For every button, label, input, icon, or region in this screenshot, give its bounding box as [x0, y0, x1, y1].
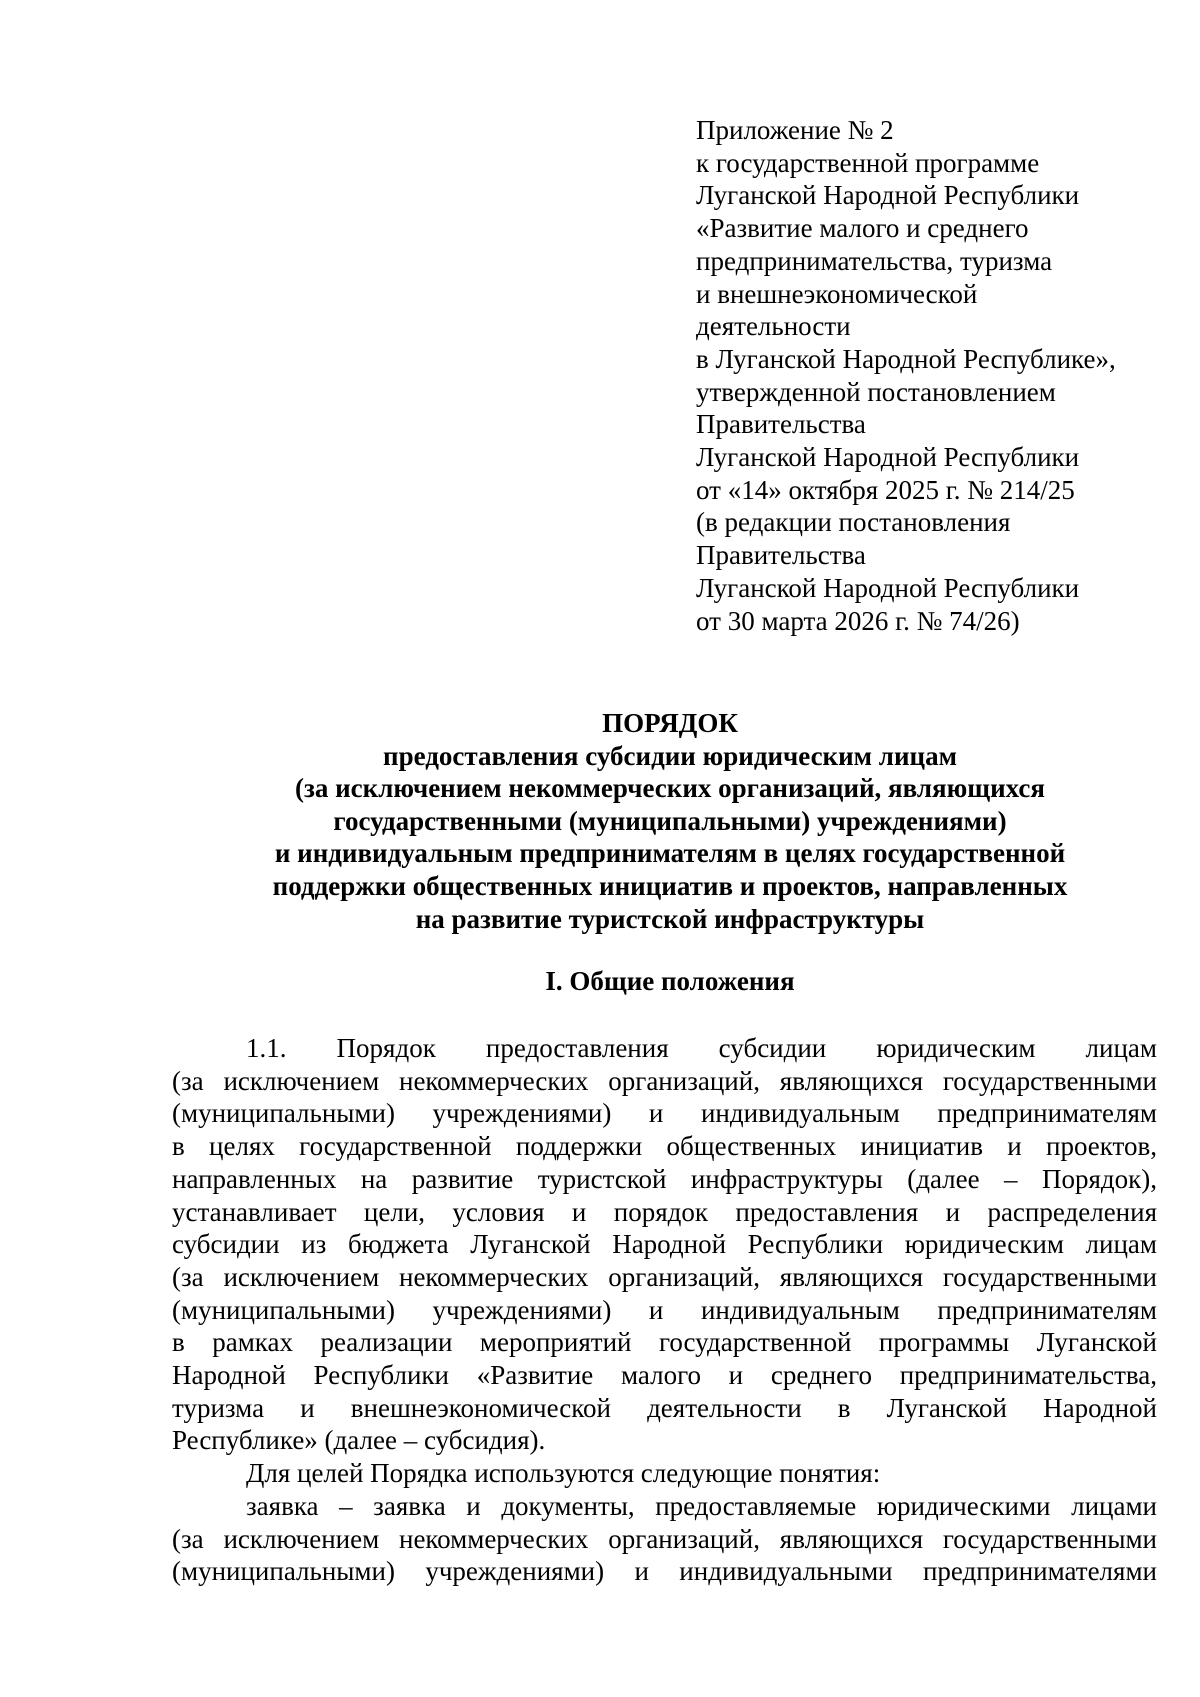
appendix-line: «Развитие малого и среднего: [696, 213, 1029, 244]
paragraph-line: Для целей Порядка используются следующие понятия:: [246, 1458, 881, 1489]
paragraph-line: Народной Республики «Развитие малого и среднего предпринимательства,: [172, 1360, 1157, 1391]
title-subtitle-line: на развитие туристской инфраструктуры: [415, 903, 925, 934]
appendix-line: Правительства: [696, 540, 866, 571]
appendix-line: утвержденной постановлением: [696, 376, 1056, 407]
appendix-line: Приложение № 2: [696, 115, 894, 145]
paragraph-line: (за исключением некоммерческих организаций, являющихся государственными: [172, 1523, 1157, 1554]
appendix-line: Правительства: [696, 409, 866, 440]
paragraph-line: устанавливает цели, условия и порядок предоставления и распределения: [172, 1196, 1157, 1227]
appendix-line: от 30 марта 2026 г. № 74/26): [696, 605, 1020, 636]
appendix-line: Луганской Народной Республики: [696, 180, 1080, 211]
title-subtitle-line: поддержки общественных инициатив и проектов, направленных: [272, 870, 1068, 901]
appendix-line: (в редакции постановления: [696, 507, 1011, 538]
appendix-line: от «14» октября 2025 г. № 214/25: [696, 474, 1075, 505]
title-subtitle-line: предоставления субсидии юридическим лицам: [383, 740, 957, 771]
title-subtitle-line: и индивидуальным предпринимателям в целях государственной: [274, 838, 1066, 869]
section-heading: I. Общие положения: [545, 966, 795, 996]
appendix-line: Луганской Народной Республики: [696, 572, 1080, 603]
paragraph-line: Республике» (далее – субсидия).: [172, 1425, 546, 1456]
paragraph-line: субсидии из бюджета Луганской Народной Республики юридическим лицам: [172, 1229, 1157, 1260]
appendix-block: [696, 114, 1166, 637]
document-title: [130, 707, 1200, 935]
paragraph-line: (за исключением некоммерческих организаций, являющихся государственными: [172, 1065, 1157, 1096]
body-text: [172, 1032, 1157, 1588]
paragraph-line: в целях государственной поддержки общественных инициатив и проектов,: [172, 1131, 1157, 1162]
appendix-line: предпринимательства, туризма: [696, 245, 1053, 276]
paragraph-line: в рамках реализации мероприятий государственной программы Луганской: [172, 1327, 1157, 1358]
paragraph-line: заявка – заявка и документы, предоставляемые юридическими лицами: [246, 1490, 1157, 1521]
title-heading: ПОРЯДОК: [602, 708, 738, 738]
appendix-line: и внешнеэкономической: [696, 278, 978, 309]
paragraph-line: (муниципальными) учреждениями) и индивидуальным предпринимателям: [172, 1098, 1157, 1129]
paragraph-line: (муниципальными) учреждениями) и индивидуальными предпринимателями: [172, 1556, 1157, 1587]
paragraph-line: (за исключением некоммерческих организаций, являющихся государственными: [172, 1261, 1157, 1292]
appendix-line: к государственной программе: [696, 147, 1040, 178]
paragraph-line: (муниципальными) учреждениями) и индивидуальным предпринимателям: [172, 1294, 1157, 1325]
appendix-line: Луганской Народной Республики: [696, 442, 1080, 473]
paragraph-line: 1.1. Порядок предоставления субсидии юридическим лицам: [246, 1033, 1157, 1063]
paragraph-line: направленных на развитие туристской инфраструктуры (далее – Порядок),: [172, 1163, 1157, 1194]
appendix-line: деятельности: [696, 311, 851, 342]
title-subtitle-line: (за исключением некоммерческих организаций, являющихся: [295, 773, 1045, 804]
paragraph-line: туризма и внешнеэкономической деятельности в Луганской Народной: [172, 1392, 1157, 1423]
appendix-line: в Луганской Народной Республике»,: [696, 343, 1116, 374]
title-subtitle-line: государственными (муниципальными) учреждениями): [333, 805, 1007, 836]
